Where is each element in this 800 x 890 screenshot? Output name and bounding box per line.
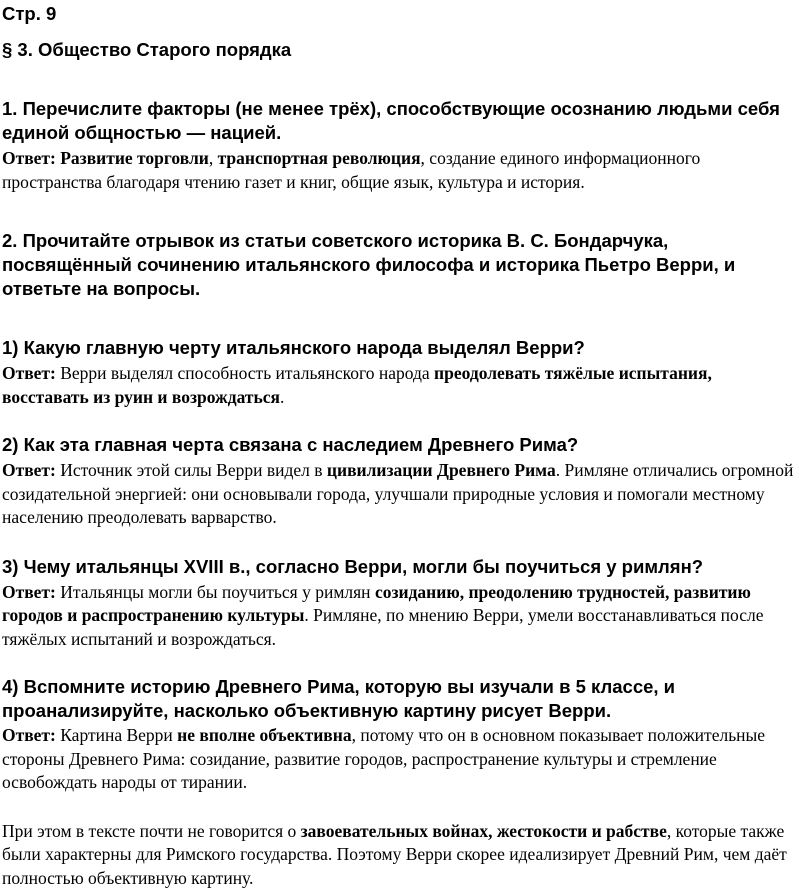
question-2: 2. Прочитайте отрывок из статьи советского историка В. С. Бондарчука, посвящённый сочинению итальянского философа и историка Пьетро Верри, и ответьте на вопросы.	[2, 229, 796, 301]
answer-highlight: цивилизации Древнего Рима	[327, 460, 556, 480]
document-page	[2, 0, 796, 890]
answer-text: , потому что он в основном показывает положительные стороны Древнего Рима: созидание, развитие городов, распространение культуры и стремление освобождать народы от тирании.	[2, 725, 765, 792]
conclusion-paragraph	[2, 820, 796, 890]
answer-text: , создание единого информационного пространства благодаря чтению газет и книг, общие язык, культура и история.	[2, 148, 700, 192]
answer-highlight: транспортная революция	[218, 148, 421, 168]
subquestion-1: 1) Какую главную черту итальянского народа выделял Верри?	[2, 336, 796, 360]
question-1: 1. Перечислите факторы (не менее трёх), способствующие осознанию людьми себя единой общностью — нацией.	[2, 97, 796, 145]
subanswer-4	[2, 724, 796, 795]
answer-label: Ответ:	[2, 725, 56, 745]
subanswer-2	[2, 459, 796, 530]
paragraph-highlight: завоевательных войнах, жестокости и рабстве	[301, 821, 667, 841]
answer-highlight: не вполне объективна	[177, 725, 351, 745]
answer-text: ,	[209, 148, 218, 168]
answer-highlight: Развитие торговли	[60, 148, 209, 168]
subanswer-3	[2, 581, 796, 652]
paragraph-text: При этом в тексте почти не говорится о	[2, 821, 301, 841]
answer-text: . Римляне отличались огромной созидательной энергией: они основывали города, улучшали природные условия и помогали местному населению преодолевать варварство.	[2, 460, 793, 527]
paragraph-text: , которые также были характерны для Римского государства. Поэтому Верри скорее идеализирует Древний Рим, чем даёт полностью объективную картину.	[2, 821, 787, 888]
answer-text: Картина Верри	[56, 725, 177, 745]
subquestion-2: 2) Как эта главная черта связана с наследием Древнего Рима?	[2, 433, 796, 457]
subanswer-1	[2, 362, 796, 409]
answer-text: Верри выделял способность итальянского народа	[56, 363, 434, 383]
answer-label: Ответ:	[2, 148, 56, 168]
answer-highlight: преодолевать тяжёлые испытания, восставать из руин и возрождаться	[2, 363, 712, 407]
answer-1	[2, 147, 796, 194]
answer-label: Ответ:	[2, 363, 56, 383]
answer-text: .	[280, 387, 284, 407]
subquestion-3: 3) Чему итальянцы XVIII в., согласно Верри, могли бы поучиться у римлян?	[2, 555, 796, 579]
subquestion-4: 4) Вспомните историю Древнего Рима, которую вы изучали в 5 классе, и проанализируйте, насколько объективную картину рисует Верри.	[2, 675, 796, 723]
answer-label: Ответ:	[2, 582, 56, 602]
answer-text: . Римляне, по мнению Верри, умели восстанавливаться после тяжёлых испытаний и возрождаться.	[2, 605, 764, 649]
answer-text: Итальянцы могли бы поучиться у римлян	[56, 582, 375, 602]
answer-label: Ответ:	[2, 460, 56, 480]
page-number: Стр. 9	[2, 2, 796, 26]
answer-text: Источник этой силы Верри видел в	[56, 460, 327, 480]
section-title: § 3. Общество Старого порядка	[2, 38, 796, 62]
answer-highlight: созиданию, преодолению трудностей, развитию городов и распространению культуры	[2, 582, 751, 626]
